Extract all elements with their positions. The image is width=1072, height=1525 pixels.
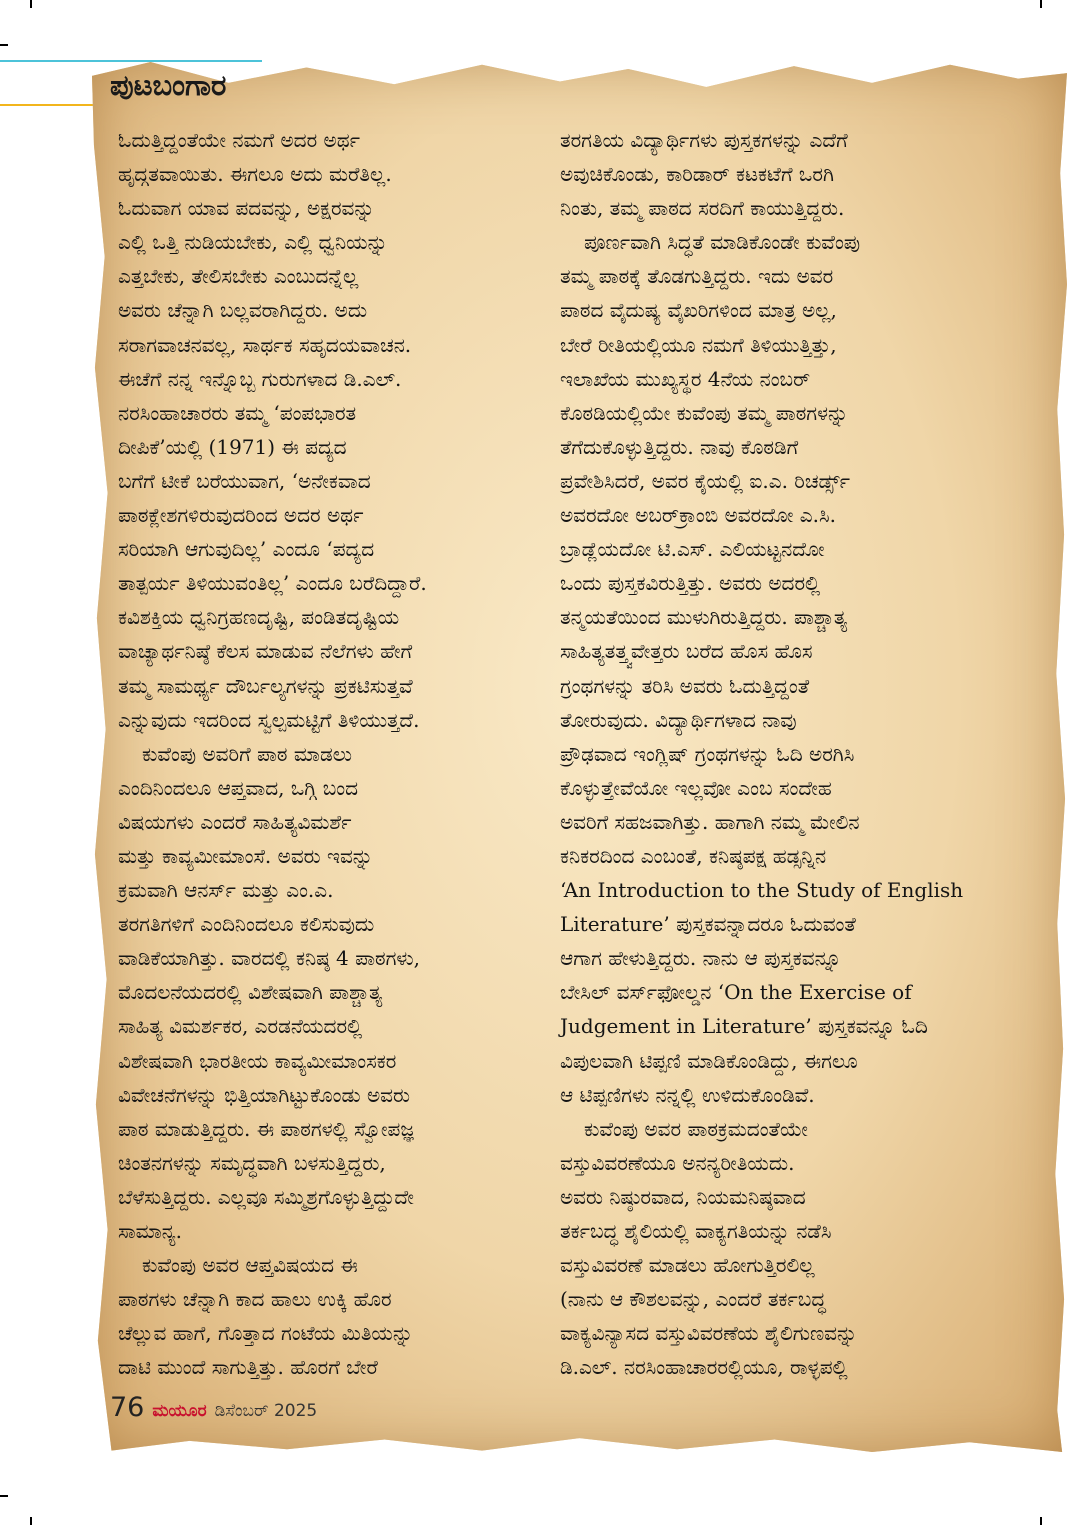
text-line: ವಸ್ತುವಿವರಣೆಯೂ ಅನನ್ಯರೀತಿಯದು.: [560, 1150, 795, 1175]
text-line: ಓದುತ್ತಿದ್ದಂತೆಯೇ ನಮಗೆ ಅದರ ಅರ್ಥ: [118, 128, 360, 152]
text-line: ಪಾಠದ ವೈದುಷ್ಯ ವೈಖರಿಗಳಿಂದ ಮಾತ್ರ ಅಲ್ಲ,: [560, 298, 837, 323]
text-line: ಚೆಲ್ಲುವ ಹಾಗೆ, ಗೊತ್ತಾದ ಗಂಟೆಯ ಮಿತಿಯನ್ನು: [118, 1321, 414, 1346]
text-line: ಡಿ.ಎಲ್. ನರಸಿಂಹಾಚಾರರಲ್ಲಿಯೂ, ರಾಳ್ಳಪಲ್ಲಿ: [560, 1355, 848, 1380]
text-line: ಪಾಠಕ್ಲೇಶಗಳಿರುವುದರಿಂದ ಅದರ ಅರ್ಥ: [118, 503, 364, 528]
article-column-right: [560, 123, 970, 1384]
text-line: ಅವರಿಗೆ ಸಹಜವಾಗಿತ್ತು. ಹಾಗಾಗಿ ನಮ್ಮ ಮೇಲಿನ: [560, 809, 860, 834]
issue-date: ಡಿಸೆಂಬರ್ 2025: [214, 1401, 318, 1421]
text-line: ಕ್ರಮವಾಗಿ ಆನರ್ಸ್ ಮತ್ತು ಎಂ.ಎ.: [118, 878, 334, 903]
text-line: ವಸ್ತುವಿವರಣೆ ಮಾಡಲು ಹೋಗುತ್ತಿರಲಿಲ್ಲ: [560, 1253, 815, 1278]
text-line: ವಿವೇಚನೆಗಳನ್ನು ಭಿತ್ತಿಯಾಗಿಟ್ಟುಕೊಂಡು ಅವರು: [118, 1082, 410, 1107]
text-line: ಮತ್ತು ಕಾವ್ಯಮೀಮಾಂಸೆ. ಅವರು ಇವನ್ನು: [118, 843, 373, 868]
text-line: ಸರಿಯಾಗಿ ಆಗುವುದಿಲ್ಲ’ ಎಂದೂ ‘ಪದ್ಯದ: [118, 537, 375, 562]
text-line: Judgement in Literature’ ಪುಸ್ತಕವನ್ನೂ ಓದಿ: [560, 1014, 928, 1039]
text-line: ತಮ್ಮ ಸಾಮರ್ಥ್ಯ ದೌರ್ಬಲ್ಯಗಳನ್ನು ಪ್ರಕಟಿಸುತ್ತವೆ: [118, 673, 413, 698]
text-line: ಬಗೆಗೆ ಟೀಕೆ ಬರೆಯುವಾಗ, ‘ಅನೇಕವಾದ: [118, 468, 371, 493]
text-line: ವಿಶೇಷವಾಗಿ ಭಾರತೀಯ ಕಾವ್ಯಮೀಮಾಂಸಕರ: [118, 1048, 397, 1073]
text-line: ಒಂದು ಪುಸ್ತಕವಿರುತ್ತಿತ್ತು. ಅವರು ಅದರಲ್ಲಿ: [560, 571, 821, 596]
text-line: ತೋರುವುದು. ವಿದ್ಯಾರ್ಥಿಗಳಾದ ನಾವು: [560, 707, 797, 732]
text-line: ಓದುವಾಗ ಯಾವ ಪದವನ್ನು, ಅಕ್ಷರವನ್ನು: [118, 196, 375, 221]
crop-mark: [30, 0, 32, 8]
text-line: ಬೆಳೆಸುತ್ತಿದ್ದರು. ಎಲ್ಲವೂ ಸಮ್ಮಿಶ್ರಗೊಳ್ಳುತ್ತಿದ್ದುದೇ: [118, 1184, 414, 1209]
text-line: ತರಗತಿಗಳಿಗೆ ಎಂದಿನಿಂದಲೂ ಕಲಿಸುವುದು: [118, 912, 375, 937]
text-line: ಅವರು ಚೆನ್ನಾಗಿ ಬಲ್ಲವರಾಗಿದ್ದರು. ಅದು: [118, 298, 368, 323]
text-line: ವಾಚ್ಯಾರ್ಥನಿಷ್ಠೆ ಕೆಲಸ ಮಾಡುವ ನೆಲೆಗಳು ಹೇಗೆ: [118, 639, 413, 664]
text-line: ದಾಟಿ ಮುಂದೆ ಸಾಗುತ್ತಿತ್ತು. ಹೊರಗೆ ಬೇರೆ: [118, 1355, 378, 1380]
text-line: ಕುವೆಂಪು ಅವರಿಗೆ ಪಾಠ ಮಾಡಲು: [142, 741, 353, 766]
page-footer: [110, 1392, 317, 1423]
article-column-left: [118, 123, 528, 1384]
title-underline-teal: [0, 60, 262, 62]
text-line: ಬೇರೆ ರೀತಿಯಲ್ಲಿಯೂ ನಮಗೆ ತಿಳಿಯುತ್ತಿತ್ತು,: [560, 332, 837, 357]
text-line: ಈಚೆಗೆ ನನ್ನ ಇನ್ನೊಬ್ಬ ಗುರುಗಳಾದ ಡಿ.ಎಲ್.: [118, 366, 402, 391]
text-line: ವಿಪುಲವಾಗಿ ಟಿಪ್ಪಣಿ ಮಾಡಿಕೊಂಡಿದ್ದು, ಈಗಲೂ: [560, 1048, 858, 1073]
text-line: ಪ್ರೌಢವಾದ ಇಂಗ್ಲಿಷ್ ಗ್ರಂಥಗಳನ್ನು ಓದಿ ಅರಗಿಸಿ: [560, 741, 855, 766]
magazine-name: ಮಯೂರ: [152, 1401, 207, 1421]
text-line: ಕೊಳ್ಳುತ್ತೇವೆಯೋ ಇಲ್ಲವೋ ಎಂಬ ಸಂದೇಹ: [560, 775, 832, 800]
text-line: ತೆಗೆದುಕೊಳ್ಳುತ್ತಿದ್ದರು. ನಾವು ಕೊಠಡಿಗೆ: [560, 434, 799, 459]
text-line: ಆ ಟಿಪ್ಪಣಿಗಳು ನನ್ನಲ್ಲಿ ಉಳಿದುಕೊಂಡಿವೆ.: [560, 1082, 815, 1107]
text-line: ದೀಪಿಕೆ’ಯಲ್ಲಿ (1971) ಈ ಪದ್ಯದ: [118, 434, 347, 459]
text-line: ಗ್ರಂಥಗಳನ್ನು ತರಿಸಿ ಅವರು ಓದುತ್ತಿದ್ದಂತೆ: [560, 673, 810, 698]
text-line: ಚಿಂತನಗಳನ್ನು ಸಮೃದ್ಧವಾಗಿ ಬಳಸುತ್ತಿದ್ದರು,: [118, 1150, 386, 1175]
text-line: ಅವರು ನಿಷ್ಠುರವಾದ, ನಿಯಮನಿಷ್ಠವಾದ: [560, 1184, 806, 1209]
text-line: ಸಾಹಿತ್ಯ ವಿಮರ್ಶಕರ, ಎರಡನೆಯದರಲ್ಲಿ: [118, 1014, 363, 1039]
crop-mark: [1040, 0, 1042, 8]
text-line: ಅವುಚಿಕೊಂಡು, ಕಾರಿಡಾರ್ ಕಟಕಟೆಗೆ ಒರಗಿ: [560, 162, 834, 187]
text-line: (ನಾನು ಆ ಕೌಶಲವನ್ನು, ಎಂದರೆ ತರ್ಕಬದ್ಧ: [560, 1287, 826, 1312]
section-title: ಪುಟಬಂಗಾರ: [110, 68, 227, 102]
text-line: ಸಾಹಿತ್ಯತತ್ತ್ವವೇತ್ತರು ಬರೆದ ಹೊಸ ಹೊಸ: [560, 639, 813, 664]
text-line: ಕೊಠಡಿಯಲ್ಲಿಯೇ ಕುವೆಂಪು ತಮ್ಮ ಪಾಠಗಳನ್ನು: [560, 400, 849, 425]
text-line: ಅವರದೋ ಅಬರ್‌ಕ್ರಾಂಬಿ ಅವರದೋ ಎ.ಸಿ.: [560, 503, 836, 528]
text-line: Literature’ ಪುಸ್ತಕವನ್ನಾದರೂ ಓದುವಂತೆ: [560, 912, 856, 937]
crop-mark: [0, 1495, 8, 1497]
text-line: ತನ್ಮಯತೆಯಿಂದ ಮುಳುಗಿರುತ್ತಿದ್ದರು. ಪಾಶ್ಚಾತ್ಯ: [560, 605, 848, 630]
text-line: ‘An Introduction to the Study of English: [560, 878, 964, 903]
text-line: ಇಲಾಖೆಯ ಮುಖ್ಯಸ್ಥರ 4ನೆಯ ನಂಬರ್: [560, 366, 811, 391]
text-line: ವಾಡಿಕೆಯಾಗಿತ್ತು. ವಾರದಲ್ಲಿ ಕನಿಷ್ಠ 4 ಪಾಠಗಳು,: [118, 946, 420, 971]
crop-mark: [0, 44, 8, 46]
text-line: ಆಗಾಗ ಹೇಳುತ್ತಿದ್ದರು. ನಾನು ಆ ಪುಸ್ತಕವನ್ನೂ: [560, 946, 842, 971]
text-line: ಎಲ್ಲಿ ಒತ್ತಿ ನುಡಿಯಬೇಕು, ಎಲ್ಲಿ ಧ್ವನಿಯನ್ನು: [118, 230, 388, 255]
text-line: ನರಸಿಂಹಾಚಾರರು ತಮ್ಮ ‘ಪಂಪಭಾರತ: [118, 400, 357, 425]
text-line: ಸಾಮಾನ್ಯ.: [118, 1219, 182, 1243]
text-line: ಪ್ರವೇಶಿಸಿದರೆ, ಅವರ ಕೈಯಲ್ಲಿ ಐ.ಎ. ರಿಚರ್ಡ್ಸ್: [560, 468, 851, 493]
text-line: ಕುವೆಂಪು ಅವರ ಪಾಠಕ್ರಮದಂತೆಯೇ: [584, 1116, 808, 1141]
crop-mark: [30, 1517, 32, 1525]
text-line: ಪೂರ್ಣವಾಗಿ ಸಿದ್ಧತೆ ಮಾಡಿಕೊಂಡೇ ಕುವೆಂಪು: [584, 230, 861, 255]
text-line: ಕುವೆಂಪು ಅವರ ಆಪ್ತವಿಷಯದ ಈ: [142, 1253, 358, 1278]
text-line: ತಮ್ಮ ಪಾಠಕ್ಕೆ ತೊಡಗುತ್ತಿದ್ದರು. ಇದು ಅವರ: [560, 264, 834, 289]
page-number: 76: [110, 1392, 145, 1423]
text-line: ಪಾಠ ಮಾಡುತ್ತಿದ್ದರು. ಈ ಪಾಠಗಳಲ್ಲಿ ಸ್ವೋಪಜ್ಞ: [118, 1116, 414, 1141]
text-line: ಎಂದಿನಿಂದಲೂ ಆಪ್ತವಾದ, ಒಗ್ಗಿ ಬಂದ: [118, 775, 359, 800]
crop-mark: [1040, 1517, 1042, 1525]
text-line: ಹೃದ್ಗತವಾಯಿತು. ಈಗಲೂ ಅದು ಮರೆತಿಲ್ಲ.: [118, 162, 392, 187]
text-line: ಕನಿಕರದಿಂದ ಎಂಬಂತೆ, ಕನಿಷ್ಠಪಕ್ಷ ಹಡ್ಸನ್ನಿನ: [560, 843, 827, 868]
text-line: ಎನ್ನುವುದು ಇದರಿಂದ ಸ್ವಲ್ಪಮಟ್ಟಿಗೆ ತಿಳಿಯುತ್ತದೆ.: [118, 707, 420, 732]
text-line: ಪಾಠಗಳು ಚೆನ್ನಾಗಿ ಕಾದ ಹಾಲು ಉಕ್ಕಿ ಹೊರ: [118, 1287, 392, 1312]
text-line: ಬೇಸಿಲ್ ವರ್ಸ್‌ಫೋಲ್ಡನ ‘On the Exercise of: [560, 980, 912, 1005]
text-line: ತಾತ್ಪರ್ಯ ತಿಳಿಯುವಂತಿಲ್ಲ’ ಎಂದೂ ಬರೆದಿದ್ದಾರೆ.: [118, 571, 427, 596]
text-line: ವಿಷಯಗಳು ಎಂದರೆ ಸಾಹಿತ್ಯವಿಮರ್ಶೆ: [118, 809, 352, 834]
text-line: ಸರಾಗವಾಚನವಲ್ಲ, ಸಾರ್ಥಕ ಸಹೃದಯವಾಚನ.: [118, 332, 412, 357]
text-line: ನಿಂತು, ತಮ್ಮ ಪಾಠದ ಸರದಿಗೆ ಕಾಯುತ್ತಿದ್ದರು.: [560, 196, 845, 221]
text-line: ಬ್ರಾಡ್ಲೆಯದೋ ಟಿ.ಎಸ್. ಎಲಿಯಟ್ಟನದೋ: [560, 537, 825, 562]
text-line: ತರಗತಿಯ ವಿದ್ಯಾರ್ಥಿಗಳು ಪುಸ್ತಕಗಳನ್ನು ಎದೆಗೆ: [560, 128, 848, 152]
text-line: ಮೊದಲನೆಯದರಲ್ಲಿ ವಿಶೇಷವಾಗಿ ಪಾಶ್ಚಾತ್ಯ: [118, 980, 383, 1005]
text-line: ಕವಿಶಕ್ತಿಯ ಧ್ವನಿಗ್ರಹಣದೃಷ್ಟಿ, ಪಂಡಿತದೃಷ್ಟಿಯ: [118, 605, 400, 630]
text-line: ವಾಕ್ಯವಿನ್ಯಾಸದ ವಸ್ತುವಿವರಣೆಯ ಶೈಲಿಗುಣವನ್ನು: [560, 1321, 858, 1346]
text-line: ತರ್ಕಬದ್ಧ ಶೈಲಿಯಲ್ಲಿ ವಾಕ್ಯಗತಿಯನ್ನು ನಡೆಸಿ: [560, 1219, 832, 1243]
text-line: ಎತ್ತಬೇಕು, ತೇಲಿಸಬೇಕು ಎಂಬುದನ್ನೆಲ್ಲ: [118, 264, 359, 289]
